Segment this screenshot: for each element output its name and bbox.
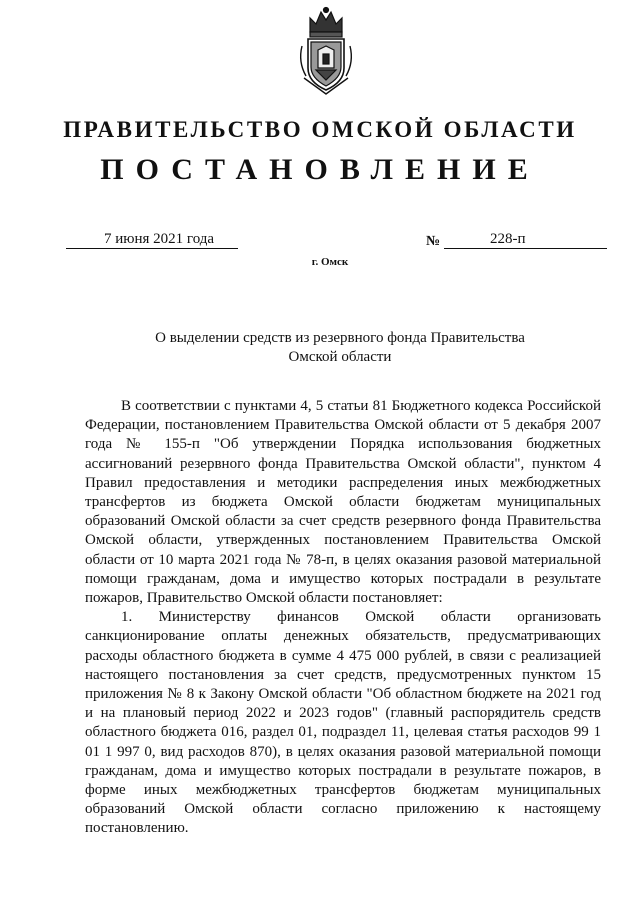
date-value: 7 июня 2021 года: [104, 231, 215, 247]
number-sign: №: [426, 234, 441, 249]
date-field: [66, 230, 238, 249]
coat-of-arms-emblem: [296, 6, 356, 98]
body-paragraph: 1. Министерству финансов Омской области организовать санкционирование оплаты денежных обязательств, предусматривающих расходы областного бюджета в сумме 4 475 000 рублей, в связи с реализацией настоящего постановления за счет средств, предусмотренных пунктом 15 приложения № 8 к Закону Омской области "Об областном бюджете на 2021 год и на плановый период 2022 и 2023 годов" (главный распорядитель средств областного бюджета 016, раздел 01, подраздел 11, целевая статья расходов 99 1 01 1 997 0, вид расходов 870), в целях оказания разовой материальной помощи гражданам, дома и имущество которых пострадали в результате пожаров, в форме иных межбюджетных трансфертов бюджетам муниципальных образований Омской области согласно приложению к настоящему постановлению.: [85, 609, 601, 837]
body-paragraph: В соответствии с пунктами 4, 5 статьи 81 Бюджетного кодекса Российской Федерации, постановлением Правительства Омской области от 5 декабря 2007 года № 155-п "Об утверждении Порядка использования бюджетных ассигнований резервного фонда Правительства Омской области", пунктом 4 Правил предоставления и методики распределения иных межбюджетных трансфертов из бюджета Омской области бюджетам муниципальных образований Омской области за счет средств резервного фонда Правительства Омской области, утвержденных постановлением Правительства Омской области от 10 марта 2021 года № 78-п, в целях оказания разовой материальной помощи гражданам, дома и имущество которых пострадали в результате пожаров, Правительство Омской области постановляет:: [85, 398, 601, 607]
city-label: г. Омск: [311, 256, 349, 268]
document-title-line: Омской области: [288, 349, 392, 365]
number-value: 228-п: [490, 231, 526, 247]
government-title: ПРАВИТЕЛЬСТВО ОМСКОЙ ОБЛАСТИ: [63, 117, 577, 142]
number-field: [444, 230, 607, 249]
document-title-line: О выделении средств из резервного фонда Правительства: [155, 330, 525, 346]
document-title: [60, 329, 620, 367]
document-body: [85, 397, 601, 839]
document-type-title: ПОСТАНОВЛЕНИЕ: [100, 153, 540, 186]
